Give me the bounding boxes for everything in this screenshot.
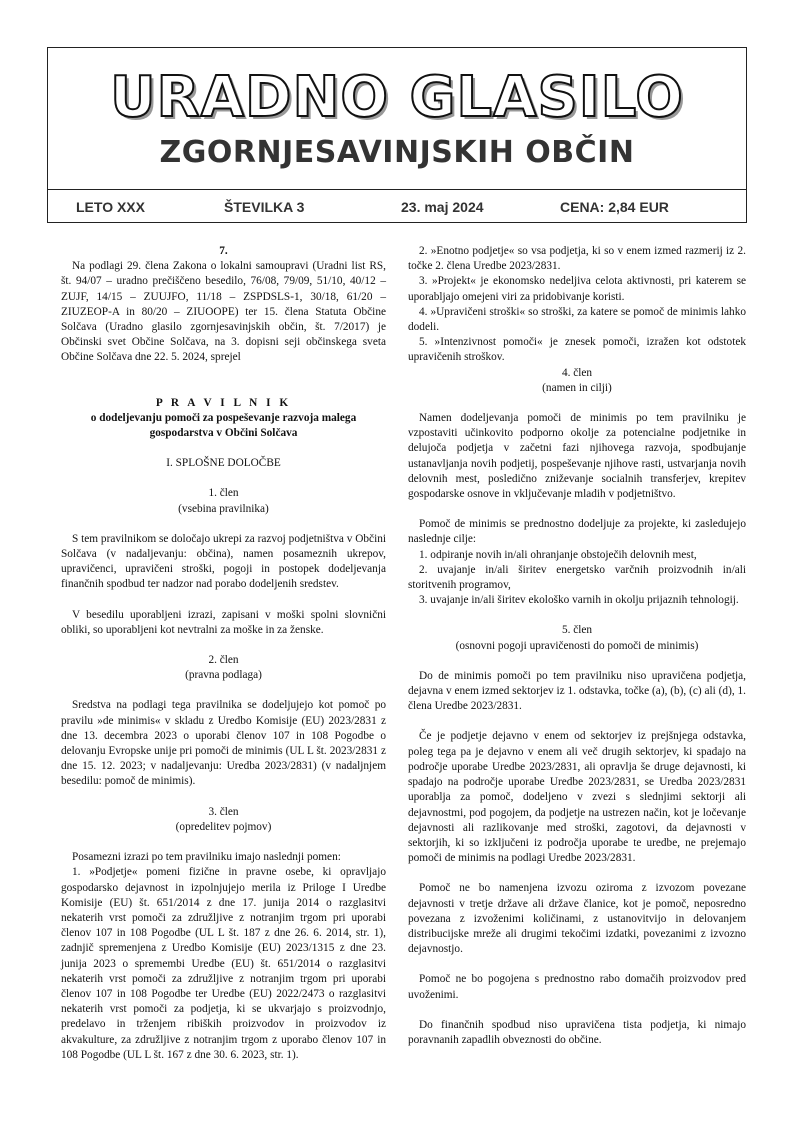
preamble: Na podlagi 29. člena Zakona o lokalni samoupravi (Uradni list RS, št. 94/07 – uradno prečiščeno besedilo, 76/08, 79/09, 51/10, 40/12 – ZUJF, 14/15 – ZUUJFO, 11/18 – ZSPDSLS-1, 30/18, 61/20 – ZIUZEOP-A in 80/20 – ZIUOOPE) ter 15. člena Statuta Občine Solčava (Uradno glasilo zgornjesavinjskih občin, št. 7/2017) je Občinski svet Občine Solčava, na 3. dopisni seji občinskega sveta Občine Solčava dne 22. 5. 2024, sprejel: [61, 260, 386, 364]
goal-item: 3. uvajanje in/ali širitev ekološko varnih in okolju prijaznih tehnologij.: [419, 594, 739, 607]
definition-item: 1. »Podjetje« pomeni fizične in pravne osebe, ki opravljajo gospodarsko dejavnost in izpolnjujejo merila iz Priloge I Uredbe Komisije (EU) št. 651/2014 z dne 17. junija 2014 o razglasitvi nekaterih vrst pomoči za združljive z notranjim trgom pri uporabi členov 107 in 108 Pogodbe (UL L št. 187 z dne 26. 6. 2014, str. 1), zadnjič spremenjena z Uredbo Komisije (EU) 2023/1315 z dne 23. junija 2023 o spremembi Uredbe (EU) št. 651/2014 o razglasitvi nekaterih vrst pomoči za združljive z notranjim trgom pri uporabi členov 107 in 108 Pogodbe ter Uredbe (EU) 2022/2473 o razglasitvi nekaterih vrst pomoči za podjetja, ki se ukvarjajo s proizvodnjo, predelavo in trženjem ribiških proizvodov in proizvodov iz akvakulture, za združljive z notranjim trgom z uporabo členov 107 in 108 Pogodbe (UL L št. 167 z dne 30. 6. 2023, str. 1).: [61, 866, 386, 1061]
paragraph: Namen dodeljevanja pomoči de minimis po tem pravilniku je vzpostaviti učinkovito podporno okolje za potencialne podjetnike in delujoča podjetja v začetni fazi njihovega razvoja, spodbujanje ustanavljanja novih podjetij, pospeševanje njihove rasti, ustvarjanja novih delovnih mest, posledično zniževanje socialnih transferjev, krepitev gospodarske osnove in vključevanje mladih v podjetništvo.: [408, 412, 746, 501]
issue-date: 23. maj 2024: [401, 199, 484, 215]
paragraph: V besedilu uporabljeni izrazi, zapisani v moški spolni slovnični obliki, so uporabljeni kot nevtralni za moške in za ženske.: [61, 608, 386, 636]
paragraph: Pomoč ne bo pogojena s prednostno rabo domačih proizvodov pred uvoženimi.: [408, 973, 746, 1001]
definition-item: 2. »Enotno podjetje« so vsa podjetja, ki so v enem izmed razmerij iz 2. točke 2. člena Uredbe 2023/2831.: [408, 245, 746, 273]
document-number: 7.: [219, 245, 228, 257]
definition-item: 5. »Intenzivnost pomoči« je znesek pomoči, izražen kot odstotek upravičenih stroškov.: [408, 336, 746, 364]
article-heading: 5. člen: [561, 624, 593, 637]
document-title: P R A V I L N I K: [155, 396, 292, 409]
definition-item: 4. »Upravičeni stroški« so stroški, za katere se pomoč de minimis lahko dodeli.: [408, 305, 746, 334]
chapter-heading: I. SPLOŠNE DOLOČBE: [166, 457, 281, 470]
article-title: (namen in cilji): [542, 381, 612, 394]
issue-price: CENA: 2,84 EUR: [560, 199, 669, 215]
article-title: (pravna podlaga): [185, 669, 262, 682]
article-heading: 3. člen: [208, 805, 239, 818]
left-column: [61, 244, 386, 1063]
paragraph: Pomoč de minimis se prednostno dodeljuje za projekte, ki zasledujejo naslednje cilje:: [408, 518, 746, 546]
publication-subtitle: ZGORNJESAVINJSKIH OBČIN: [159, 135, 635, 170]
goal-item: 1. odpiranje novih in/ali ohranjanje obstoječih delovnih mest,: [419, 548, 697, 561]
article-title: (opredelitev pojmov): [175, 820, 272, 833]
issue-number: ŠTEVILKA 3: [224, 199, 305, 215]
paragraph: Pomoč ne bo namenjena izvozu oziroma z izvozom povezane dejavnosti v tretje države ali države članice, kot je pomoč, neposredno povezana z izvoženimi količinami, z ustanovitvijo in delovanjem distribucijske mreže ali drugimi tekočimi izdatki, povezanimi z izvozno dejavnostjo.: [408, 882, 746, 956]
definition-item: 3. »Projekt« je ekonomsko nedeljiva celota aktivnosti, pri katerem se uporabljajo omejeni viri za pridobivanje koristi.: [408, 275, 746, 303]
article-heading: 2. člen: [208, 654, 239, 667]
document-subtitle: o dodeljevanju pomoči za pospeševanje razvoja malega gospodarstva v Občini Solčava: [90, 411, 357, 440]
article-title: (osnovni pogoji upravičenosti do pomoči de minimis): [455, 639, 699, 652]
paragraph: Do de minimis pomoči po tem pravilniku niso upravičena podjetja, dejavna v enem izmed sektorjev iz 1. odstavka, točke (a), (b), (c) ali (d), 1. člena Uredbe 2023/2831.: [408, 669, 746, 713]
volume-year: LETO XXX: [76, 199, 145, 215]
paragraph: Sredstva na podlagi tega pravilnika se dodeljujejo kot pomoč po pravilu »de minimis« v skladu z Uredbo Komisije (EU) 2023/2831 z dne 13. decembra 2023 o uporabi členov 107 in 108 Pogodbe o delovanju Evropske unije pri pomoči de minimis (UL L št. 2023/2831 z dne 15. 12. 2023; v nadaljevanju: Uredba 2023/2831) (v nadaljnjem besedilu: pomoč de minimis).: [61, 699, 386, 788]
article-heading: 1. člen: [208, 487, 239, 500]
masthead: [47, 47, 747, 223]
goal-item: 2. uvajanje in/ali širitev energetsko varčnih proizvodnih in/ali storitvenih programov,: [408, 563, 746, 592]
paragraph: Posamezni izrazi po tem pravilniku imajo naslednji pomen:: [72, 851, 341, 864]
paragraph: Do finančnih spodbud niso upravičena tista podjetja, ki nimajo poravnanih zapadlih obveznosti do občine.: [408, 1018, 746, 1046]
paragraph: S tem pravilnikom se določajo ukrepi za razvoj podjetništva v Občini Solčava (v nadaljevanju: občina), namen posameznih ukrepov, upravičenci, upravičeni stroški, pogoji in postopek dodeljevanja finančnih spodbud ter nadzor nad porabo dodeljenih sredstev.: [61, 532, 386, 591]
article-heading: 4. člen: [561, 366, 593, 379]
publication-title: URADNO GLASILO: [110, 65, 684, 130]
right-column: [408, 244, 746, 1048]
article-title: (vsebina pravilnika): [178, 502, 269, 515]
masthead-divider: [48, 189, 746, 190]
paragraph: Če je podjetje dejavno v enem od sektorjev iz prejšnjega odstavka, poleg tega pa je dejavno v enem ali več drugih sektorjev, ki spadajo na področje uporabe Uredbe 2023/2831, ali opravlja še druge dejavnosti, ki spadajo na področje uporabe Uredbe 2023/2831, se Uredba 2023/2831 uporablja za pomoč, dodeljeno v zvezi s slednjimi sektorji ali dejavnostmi, pod pogojem, da podjetje na ustrezen način, kot je ločevanje dejavnosti ali razlikovanje med stroški, zagotovi, da dejavnosti v sektorjih, ki so izključeni iz področja uporabe te uredbe, ne prejemajo pomoči de minimis na podlagi Uredbe 2023/2831.: [408, 730, 746, 865]
